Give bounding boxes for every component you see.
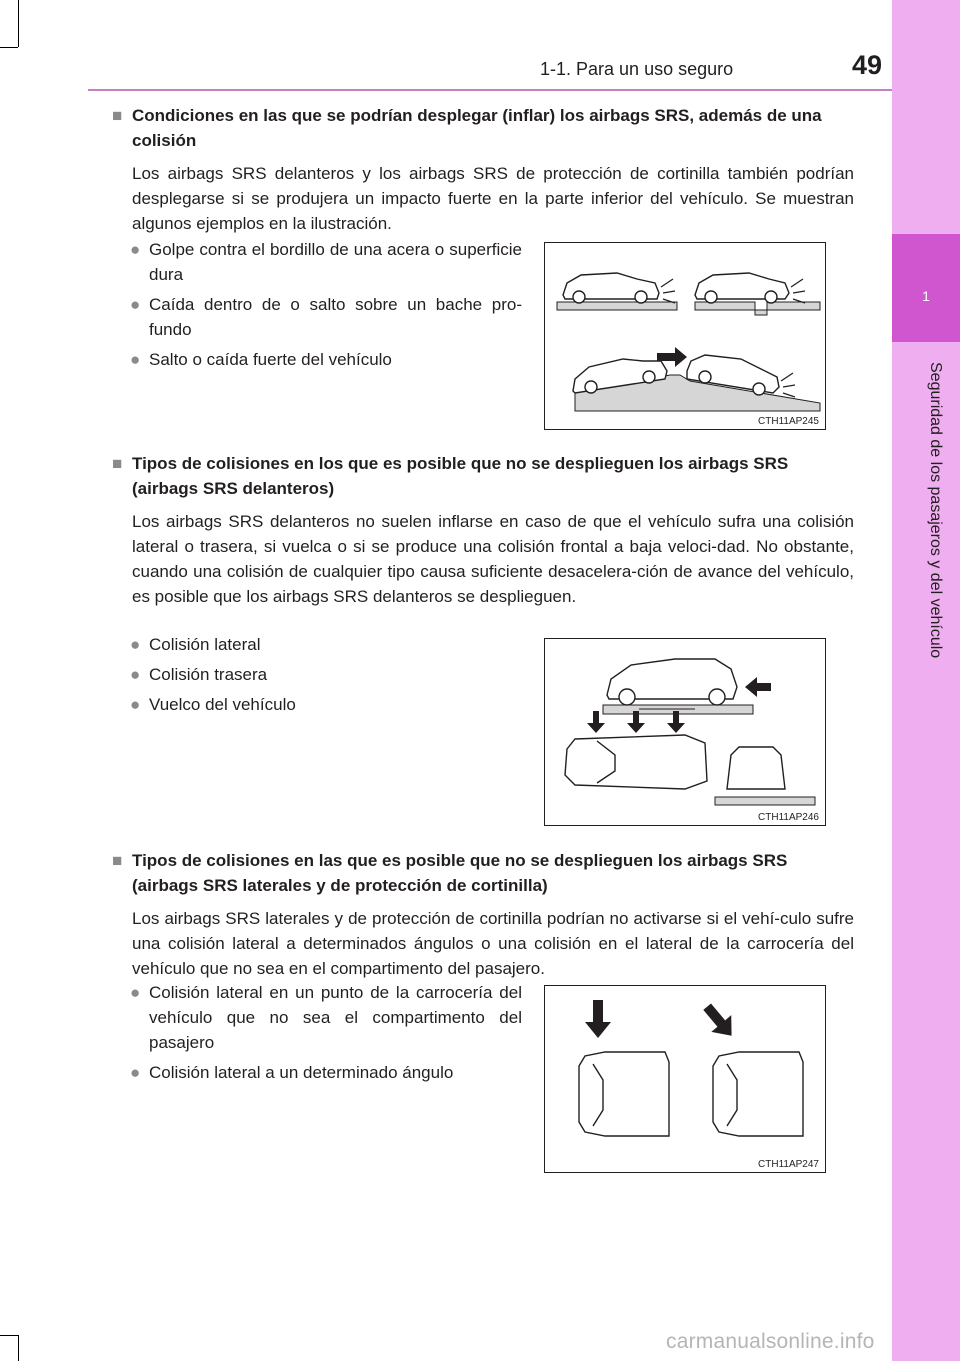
list-item: ● Colisión lateral en un punto de la carrocería del vehículo que no sea el compartimento del pasajero	[130, 980, 522, 1055]
figure-code: CTH11AP247	[758, 1159, 819, 1170]
section-deploy-conditions	[112, 103, 854, 236]
section-body: Los airbags SRS delanteros y los airbags SRS de protección de cortinilla también podrían desplegarse si se produjera un impacto fuerte en la parte inferior del vehículo. Se muestran algunos ejemplos en la ilustración.	[132, 164, 854, 233]
figure-code: CTH11AP245	[758, 416, 819, 427]
section-body: Los airbags SRS laterales y de protección de cortinilla podrían no activarse si el vehí-culo sufre una colisión lateral a determinados ángulos o una colisión en el lateral de la carrocería del vehículo que no sea en el compartimento del pasajero.	[132, 909, 854, 978]
section-side-airbags-not-deploy	[112, 848, 854, 981]
illustration-underbody-impact	[544, 242, 826, 430]
round-bullet-icon: ●	[130, 350, 141, 369]
list-item: ● Colisión lateral a un determinado ángulo	[130, 1060, 522, 1085]
round-bullet-icon: ●	[130, 635, 141, 654]
list-item: ● Salto o caída fuerte del vehículo	[130, 347, 522, 372]
round-bullet-icon: ●	[130, 1063, 141, 1082]
car-impact-illustration	[545, 243, 825, 429]
round-bullet-icon: ●	[130, 695, 141, 714]
section-title	[112, 848, 854, 898]
illustration-side-rear-rollover	[544, 638, 826, 826]
side-impact-illustration	[545, 986, 825, 1172]
list-item: ● Colisión trasera	[130, 662, 522, 687]
section-body: Los airbags SRS delanteros no suelen inflarse en caso de que el vehículo sufra una colisión lateral o trasera, si vuelca o si se produce una colisión frontal a baja veloci-dad. No obstante, cuando una colisión de cualquier tipo causa suficiente desacelera-ción de avance del vehículo, es posible que los airbags SRS delanteros se desplieguen.	[132, 512, 854, 606]
list-item: ● Caída dentro de o salto sobre un bache pro-fundo	[130, 292, 522, 342]
section-title	[112, 103, 854, 153]
bullet-list	[130, 980, 522, 1090]
bullet-list	[130, 632, 522, 722]
collision-types-illustration	[545, 639, 825, 825]
crop-mark	[0, 1335, 18, 1336]
list-item: ● Colisión lateral	[130, 632, 522, 657]
square-bullet-icon: ■	[112, 454, 123, 473]
page-number: 49	[852, 50, 883, 80]
round-bullet-icon: ●	[130, 295, 141, 314]
bullet-list	[130, 237, 522, 377]
round-bullet-icon: ●	[130, 983, 141, 1002]
section-title-text: Tipos de colisiones en las que es posible que no se desplieguen los airbags SRS (airbags SRS laterales y de protección de cortinilla)	[132, 851, 788, 895]
chapter-number: 1	[922, 288, 930, 304]
section-front-airbags-not-deploy	[112, 451, 854, 609]
section-title-text: Condiciones en las que se podrían desplegar (inflar) los airbags SRS, además de una colisión	[132, 106, 822, 150]
chapter-sidebar	[892, 0, 960, 1361]
watermark-text: carmanualsonline.info	[666, 1330, 875, 1353]
crop-mark	[18, 1335, 19, 1361]
square-bullet-icon: ■	[112, 106, 123, 125]
round-bullet-icon: ●	[130, 665, 141, 684]
section-title-text: Tipos de colisiones en los que es posible que no se desplieguen los airbags SRS (airbags SRS delanteros)	[132, 454, 789, 498]
section-title	[112, 451, 854, 501]
square-bullet-icon: ■	[112, 851, 123, 870]
running-header: 1-1. Para un uso seguro	[540, 59, 734, 79]
crop-mark	[0, 47, 18, 48]
list-item: ● Golpe contra el bordillo de una acera o superficie dura	[130, 237, 522, 287]
figure-code: CTH11AP246	[758, 812, 819, 823]
illustration-side-angle	[544, 985, 826, 1173]
list-item: ● Vuelco del vehículo	[130, 692, 522, 717]
header-rule	[88, 89, 892, 91]
crop-mark	[18, 0, 19, 47]
chapter-title: Seguridad de los pasajeros y del vehículo	[927, 362, 944, 659]
round-bullet-icon: ●	[130, 240, 141, 259]
